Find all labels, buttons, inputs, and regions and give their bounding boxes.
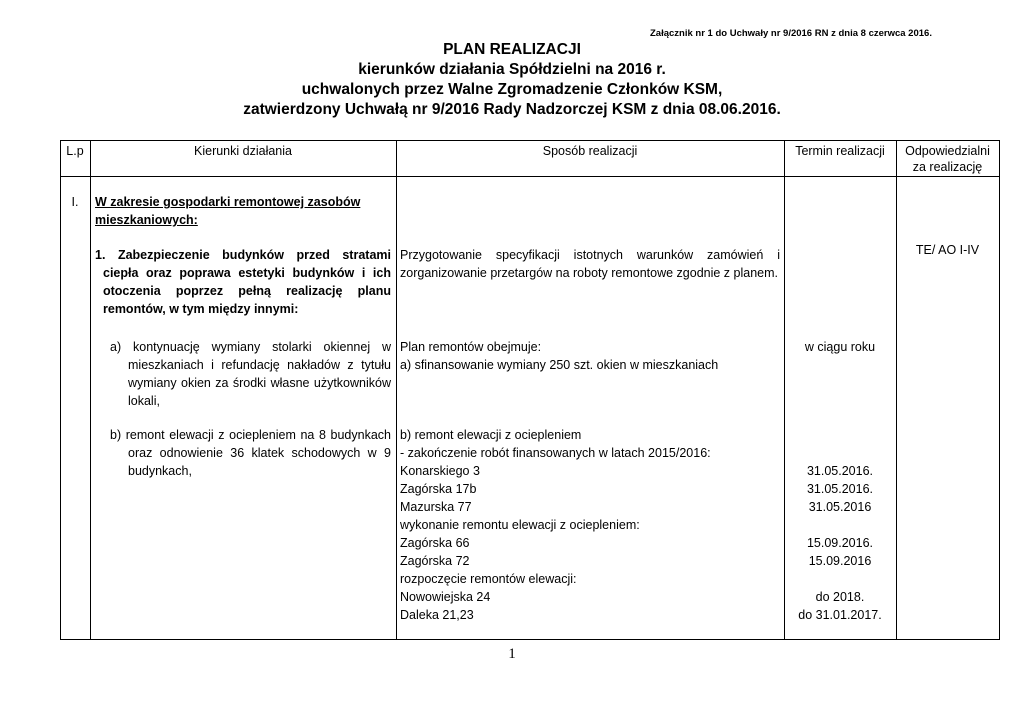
address-line: Nowowiejska 24 <box>400 590 491 604</box>
table-border-left <box>60 140 61 640</box>
termin-date: 15.09.2016. <box>806 536 874 550</box>
header-termin: Termin realizacji <box>795 144 885 158</box>
termin-date: do 2018. <box>815 590 865 604</box>
header-odpowiedzialni-line2: za realizację <box>912 160 983 174</box>
table-border-top <box>60 140 1000 141</box>
table-header-divider <box>60 176 1000 177</box>
table-border-right <box>999 140 1000 640</box>
address-line: Mazurska 77 <box>400 500 472 514</box>
heading-title: PLAN REALIZACJI <box>443 41 581 58</box>
section-title: W zakresie gospodarki remontowej zasobów mieszkaniowych: <box>95 195 361 227</box>
termin-date: 31.05.2016. <box>806 464 874 478</box>
sposob-line: wykonanie remontu elewacji z ociepleniem: <box>400 518 640 532</box>
header-lp: L.p <box>66 144 84 158</box>
row-lp: I. <box>71 195 79 209</box>
heading-subtitle-2: uchwalonych przez Walne Zgromadzenie Członków KSM, <box>301 81 723 98</box>
address-line: Konarskiego 3 <box>400 464 480 478</box>
sub-item-a-termin: w ciągu roku <box>804 340 876 354</box>
odpowiedzialni-value: TE/ AO I-IV <box>915 243 980 257</box>
header-kierunki: Kierunki działania <box>194 144 292 158</box>
sub-item-b <box>110 426 391 480</box>
header-odpowiedzialni <box>896 143 999 175</box>
termin-date: 15.09.2016 <box>808 554 872 568</box>
address-line: Daleka 21,23 <box>400 608 474 622</box>
header-odpowiedzialni-line1: Odpowiedzialni <box>905 144 990 158</box>
document-heading <box>0 40 1024 120</box>
page-number: 1 <box>508 646 516 662</box>
column-divider <box>896 140 897 640</box>
column-divider <box>396 140 397 640</box>
item-1 <box>95 246 391 318</box>
address-line: Zagórska 66 <box>400 536 470 550</box>
item-1-text: 1. Zabezpieczenie budynków przed stratami ciepła oraz poprawa estetyki budynków i ich otoczenia poprzez pełną realizację planu remontów, w tym między innymi: <box>95 248 391 316</box>
termin-date: do 31.01.2017. <box>798 608 882 622</box>
termin-spacer <box>784 516 896 534</box>
address-line: Zagórska 17b <box>400 482 477 496</box>
item-1-sposob: Przygotowanie specyfikacji istotnych warunków zamówień i zorganizowanie przetargów na roboty remontowe zgodnie z planem. <box>400 248 780 280</box>
plan-table <box>60 140 1000 640</box>
heading-subtitle-1: kierunków działania Spółdzielni na 2016 r. <box>358 61 666 78</box>
annex-note: Załącznik nr 1 do Uchwały nr 9/2016 RN z dnia 8 czerwca 2016. <box>650 28 932 39</box>
sposob-line: b) remont elewacji z ociepleniem <box>400 428 582 442</box>
sub-item-b-text: b) remont elewacji z ociepleniem na 8 budynkach oraz odnowienie 36 klatek schodowych w 9 budynkach, <box>110 428 391 478</box>
sub-item-a-text: a) kontynuację wymiany stolarki okiennej w mieszkaniach i refundację nakładów z tytułu wymiany okien za środki własne użytkowników lokali, <box>110 340 391 408</box>
header-sposob: Sposób realizacji <box>542 144 638 158</box>
sub-item-a-sposob <box>400 338 780 374</box>
termin-date: 31.05.2016 <box>808 500 872 514</box>
sub-item-b-sposob <box>400 426 780 624</box>
sub-item-b-termin <box>784 462 896 624</box>
plan-intro: Plan remontów obejmuje: <box>400 340 542 354</box>
sub-item-a-action: a) sfinansowanie wymiany 250 szt. okien w mieszkaniach <box>400 358 719 372</box>
sub-item-a <box>110 338 391 410</box>
heading-subtitle-3: zatwierdzony Uchwałą nr 9/2016 Rady Nadzorczej KSM z dnia 08.06.2016. <box>243 101 781 118</box>
table-border-bottom <box>60 639 1000 640</box>
sposob-line: rozpoczęcie remontów elewacji: <box>400 572 577 586</box>
termin-date: 31.05.2016. <box>806 482 874 496</box>
column-divider <box>90 140 91 640</box>
address-line: Zagórska 72 <box>400 554 470 568</box>
sposob-line: - zakończenie robót finansowanych w latach 2015/2016: <box>400 446 711 460</box>
termin-spacer <box>784 570 896 588</box>
